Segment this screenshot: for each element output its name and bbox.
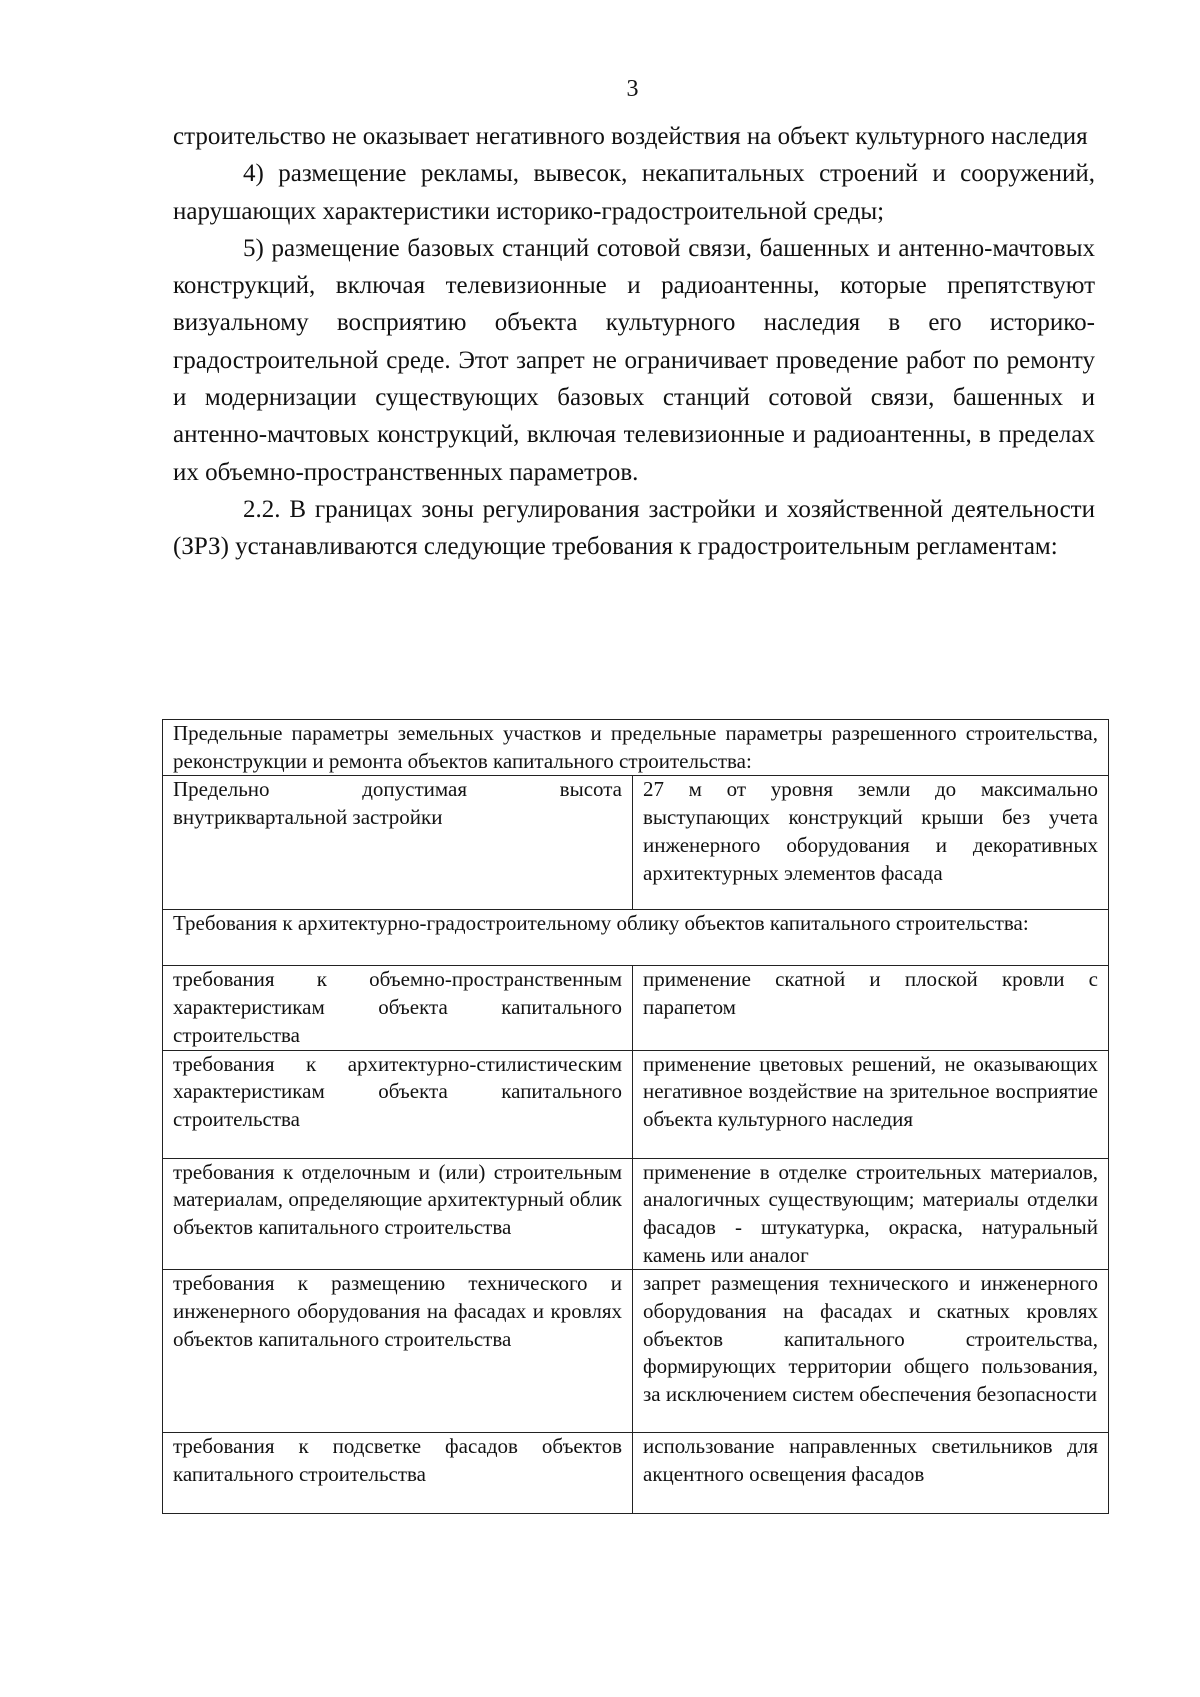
page-number: 3 <box>626 76 639 102</box>
section-header-limits: Предельные параметры земельных участков и предельные параметры разрешенного строительства, реконструкции и ремонта объектов капитального строительства: <box>163 720 1109 776</box>
paragraph-2-2: 2.2. В границах зоны регулирования застройки и хозяйственной деятельности (ЗРЗ) устанавливаются следующие требования к градостроительным регламентам: <box>173 495 1095 561</box>
regulations-table <box>162 719 1109 1514</box>
row-value-cell: использование направленных светильников для акцентного освещения фасадов <box>633 1433 1109 1514</box>
paragraph-continuation: строительство не оказывает негативного воздействия на объект культурного наследия <box>173 123 1088 150</box>
row-value-cell: 27 м от уровня земли до максимально выступающих конструкций крыши без учета инженерного оборудования и декоративных архитектурных элементов фасада <box>633 776 1109 910</box>
table-row <box>163 1158 1109 1270</box>
table-row <box>163 966 1109 1050</box>
table-row <box>163 776 1109 910</box>
paragraph-item-5: 5) размещение базовых станций сотовой связи, башенных и антенно-мачтовых конструкций, включая телевизионные и радиоантенны, которые препятствуют визуальному восприятию объекта культурного наследия в его историко-градостроительной среде. Этот запрет не ограничивает проведение работ по ремонту и модернизации существующих базовых станций сотовой связи, башенных и антенно-мачтовых конструкций, включая телевизионные и радиоантенны, в пределах их объемно-пространственных параметров. <box>173 234 1095 486</box>
row-label-cell: требования к отделочным и (или) строительным материалам, определяющие архитектурный облик объектов капитального строительства <box>163 1158 633 1270</box>
table-row <box>163 1433 1109 1514</box>
row-label-cell: требования к объемно-пространственным характеристикам объекта капитального строительства <box>163 966 633 1050</box>
section-header-appearance: Требования к архитектурно-градостроительному облику объектов капитального строительства: <box>163 910 1109 966</box>
row-label-cell: требования к размещению технического и инженерного оборудования на фасадах и кровлях объектов капитального строительства <box>163 1270 633 1433</box>
paragraph-item-4: 4) размещение рекламы, вывесок, некапитальных строений и сооружений, нарушающих характеристики историко-градостроительной среды; <box>173 160 1095 225</box>
row-label-cell: Предельно допустимая высота внутриквартальной застройки <box>163 776 633 910</box>
table-section-header-row <box>163 910 1109 966</box>
row-label-cell: требования к подсветке фасадов объектов капитального строительства <box>163 1433 633 1514</box>
row-label-cell: требования к архитектурно-стилистическим характеристикам объекта капитального строительства <box>163 1050 633 1158</box>
row-value-cell: запрет размещения технического и инженерного оборудования на фасадах и скатных кровлях объектов капитального строительства, формирующих территории общего пользования, за исключением систем обеспечения безопасности <box>633 1270 1109 1433</box>
row-value-cell: применение скатной и плоской кровли с парапетом <box>633 966 1109 1050</box>
table-row <box>163 1050 1109 1158</box>
table-row <box>163 1270 1109 1433</box>
row-value-cell: применение цветовых решений, не оказывающих негативное воздействие на зрительное восприятие объекта культурного наследия <box>633 1050 1109 1158</box>
table-section-header-row <box>163 720 1109 776</box>
row-value-cell: применение в отделке строительных материалов, аналогичных существующим; материалы отделки фасадов - штукатурка, окраска, натуральный камень или аналог <box>633 1158 1109 1270</box>
body-text <box>173 118 1095 566</box>
